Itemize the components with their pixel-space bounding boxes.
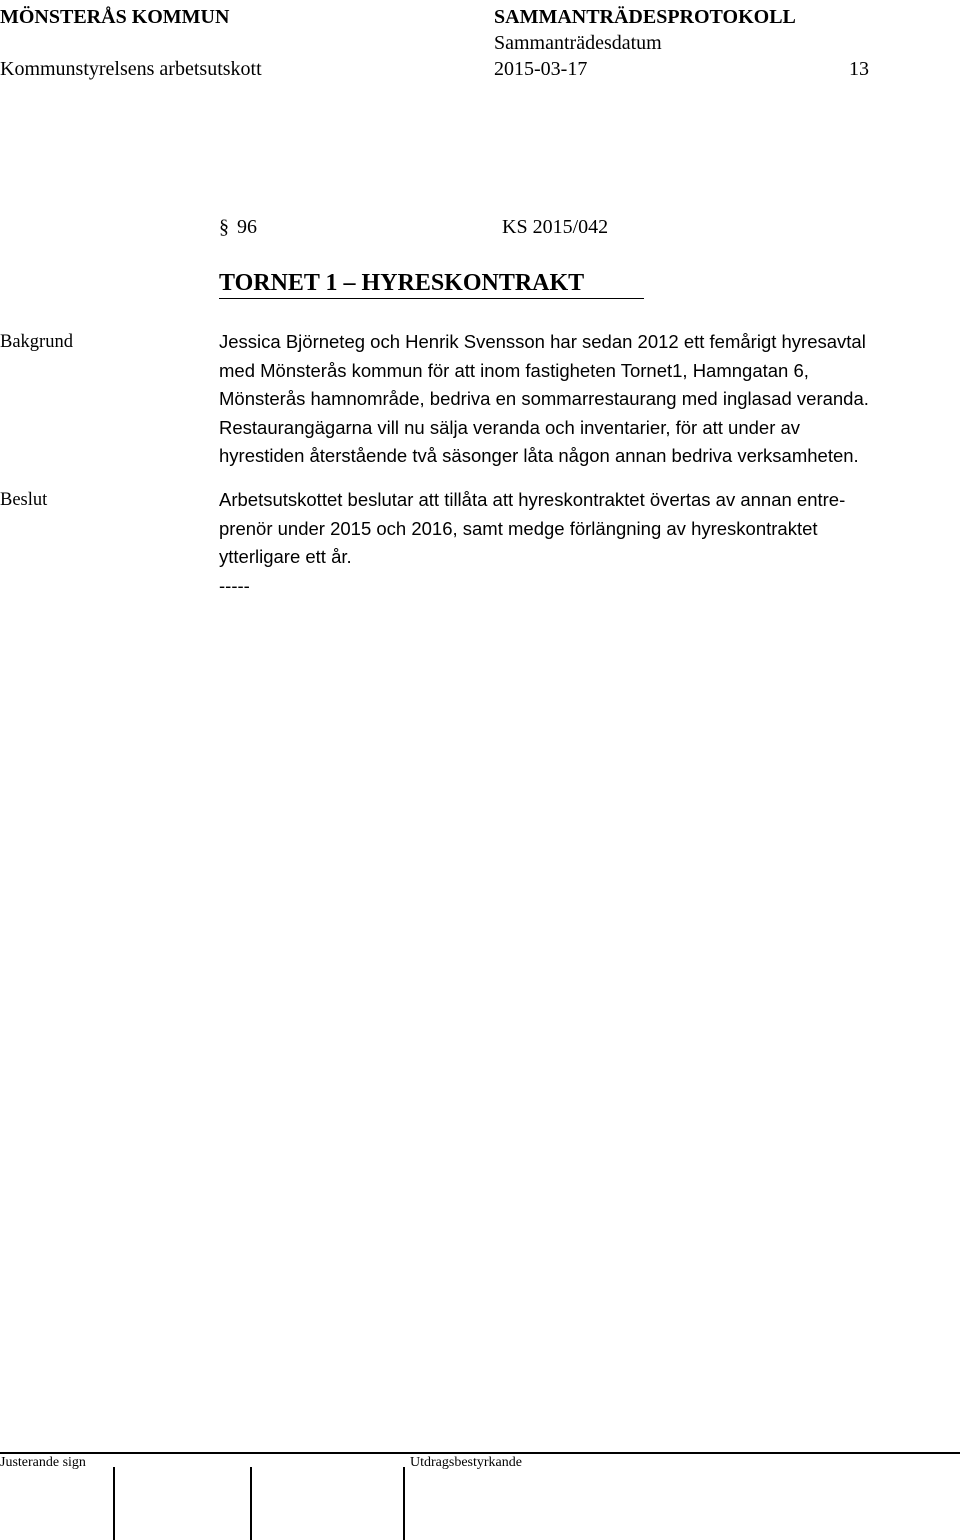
signature-box-divider <box>250 1467 252 1540</box>
end-mark: ----- <box>219 574 250 596</box>
paragraph-number: 96 <box>237 216 257 238</box>
item-title: TORNET 1 – HYRESKONTRAKT <box>219 268 644 299</box>
organization-name: MÖNSTERÅS KOMMUN <box>0 6 230 28</box>
background-line: Restaurangägarna vill nu sälja veranda och inventarier, för att under av <box>219 416 801 438</box>
section-symbol: § <box>219 216 229 238</box>
background-label: Bakgrund <box>0 332 73 352</box>
signature-label: Justerande sign <box>0 1455 86 1470</box>
date-label: Sammanträdesdatum <box>494 32 662 54</box>
background-text <box>219 328 954 471</box>
decision-line: prenör under 2015 och 2016, samt medge förlängning av hyreskontraktet <box>219 517 818 539</box>
decision-text <box>219 486 954 600</box>
background-line: hyrestiden återstående två säsonger låta någon annan bedriva verksamheten. <box>219 445 859 466</box>
page-number: 13 <box>849 58 869 80</box>
background-line: Jessica Björneteg och Henrik Svensson har sedan 2012 ett femårigt hyresavtal <box>219 331 866 352</box>
background-line: med Mönsterås kommun för att inom fastigheten Tornet1, Hamngatan 6, <box>219 359 809 381</box>
footer-divider <box>0 1452 960 1454</box>
meeting-date: 2015-03-17 <box>494 58 588 80</box>
signature-box-divider <box>403 1467 405 1540</box>
background-line: Mönsterås hamnområde, bedriva en sommarrestaurang med inglasad veranda. <box>219 388 869 409</box>
signature-box-divider <box>113 1467 115 1540</box>
decision-line: Arbetsutskottet beslutar att tillåta att hyreskontraktet övertas av annan entre- <box>219 489 846 510</box>
extract-certification-label: Utdragsbestyrkande <box>410 1455 522 1470</box>
case-reference: KS 2015/042 <box>502 216 609 238</box>
decision-line: ytterligare ett år. <box>219 546 352 567</box>
decision-label: Beslut <box>0 490 48 510</box>
committee-name: Kommunstyrelsens arbetsutskott <box>0 58 262 80</box>
document-type: SAMMANTRÄDESPROTOKOLL <box>494 6 796 28</box>
